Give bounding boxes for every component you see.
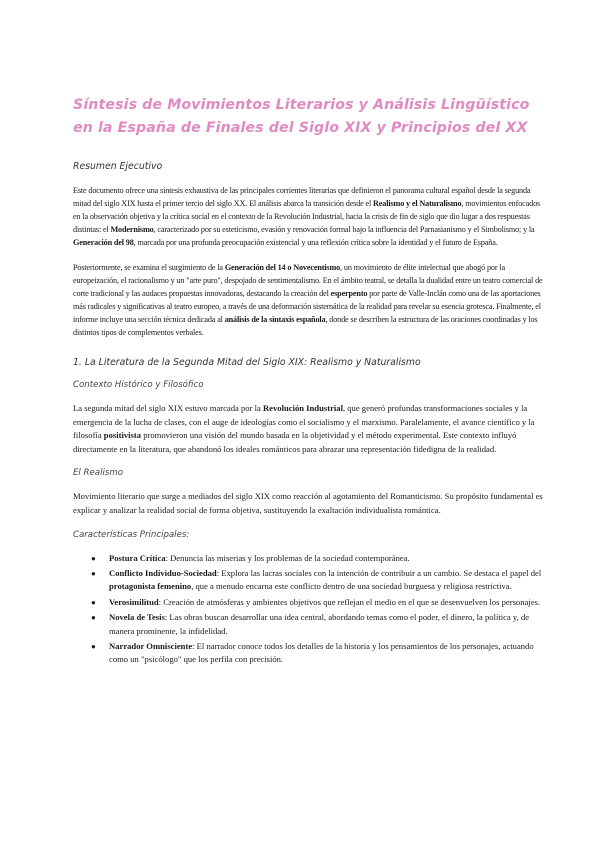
realism-paragraph: Movimiento literario que surge a mediados del siglo XIX como reacción al agotamiento del Romanticismo. Su propósito fundamental es explicar y analizar la realidad social de forma objetiva, sustituyendo la exaltación individualista romántica. xyxy=(73,491,543,515)
bold-term: Narrador Omnisciente xyxy=(109,641,193,651)
features-heading: Características Principales: xyxy=(73,529,190,540)
bold-term: Realismo y el Naturalismo xyxy=(373,199,462,208)
text-run: , caracterizado por su esteticismo, evasión y renovación formal bajo la influencia del Parnasianismo y el Simbolismo; y la xyxy=(153,225,535,234)
context-paragraph xyxy=(73,402,548,456)
bullet-icon: ● xyxy=(91,613,96,623)
text-run: Posteriormente, se examina el surgimiento de la xyxy=(73,263,225,272)
text-run: La segunda mitad del siglo XIX estuvo marcada por la xyxy=(73,403,263,413)
list-item xyxy=(91,611,548,638)
text-run: : Denuncia las miserias y los problemas de la sociedad contemporánea. xyxy=(165,552,410,563)
bullet-icon: ● xyxy=(91,642,96,651)
text-run: por parte de Valle-Inclán como una de las aportaciones más radicales y significativas al teatro europeo, a través de una deformación sistemática de la realidad para revelar su esencia grotesca. Finalmente, el informe incluye una sección técnica dedicada al xyxy=(73,289,541,324)
bold-term: Postura Crítica xyxy=(109,552,166,563)
list-item xyxy=(91,567,548,594)
bold-term: Generación del 98 xyxy=(73,238,134,247)
executive-summary-heading: Resumen Ejecutivo xyxy=(73,161,163,172)
bold-term: Revolución Industrial xyxy=(262,403,343,413)
bold-term: análisis de la sintaxis española xyxy=(224,315,326,324)
realism-heading: El Realismo xyxy=(73,468,123,479)
document-title: Síntesis de Movimientos Literarios y Análisis Lingüístico en la España de Finales del Siglo XIX y Principios del XX xyxy=(73,97,530,136)
text-run: , marcada por una profunda preocupación existencial y una reflexión crítica sobre la identidad y el futuro de España. xyxy=(133,238,498,247)
text-run: , un movimiento de élite intelectual que abogó por la europeización, el racionalismo y un "arte puro", despojado de sentimentalismo. En el ámbito teatral, se detalla la dualidad entre un teatro comercial de corte tradicional y las audaces propuestas innovadoras, destacando la creación del xyxy=(73,263,543,298)
context-heading: Contexto Histórico y Filosófico xyxy=(73,380,204,390)
text-run: , que generó profundas transformaciones sociales y la emergencia de la lucha de clases, con el auge de ideologías como el socialismo y el marxismo. Paralelamente, el avance científico y la filosofía xyxy=(73,403,535,441)
bullet-icon: ● xyxy=(91,553,96,563)
list-item xyxy=(91,552,548,565)
text-run: Este documento ofrece una síntesis exhaustiva de las principales corrientes literarias que definieron el panorama cultural español desde la segunda mitad del siglo XIX hasta el primer tercio del siglo XX. El análisis abarca la transición desde el xyxy=(73,186,531,208)
text-run: : Las obras buscan desarrollar una idea central, abordando temas como el poder, el dinero, la política y, de manera prominente, la infidelidad. xyxy=(109,612,530,636)
list-item xyxy=(91,640,548,667)
text-run: , movimientos enfocados en la observación objetiva y la crítica social en el contexto de la Revolución Industrial, hacia la crisis de fin de siglo que dio lugar a dos respuestas distintas: el xyxy=(73,199,541,234)
bold-term: protagonista femenino xyxy=(109,581,192,592)
text-run: promovieron una visión del mundo basada en la objetividad y el método experimental. Este contexto influyó directamente en la literatura, que abandonó los ideales románticos para abrazar una representación fidedigna de la realidad. xyxy=(73,430,517,454)
bold-term: Verosimilitud xyxy=(109,596,159,607)
text-run: , que a menudo encarna este conflicto dentro de una sociedad burguesa y religiosa restrictiva. xyxy=(191,581,512,592)
features-list xyxy=(73,552,548,667)
text-run: : Explora las lacras sociales con la intención de contribuir a un cambio. Se destaca el papel del xyxy=(216,567,542,578)
bullet-icon: ● xyxy=(91,568,96,578)
bold-term: Generación del 14 o Novecentismo xyxy=(224,263,341,272)
text-run: : El narrador conoce todos los detalles de la historia y los pensamientos de los personajes, actuando como un "psicólogo" que los perfila con precisión. xyxy=(109,641,534,665)
bold-term: Modernismo xyxy=(110,225,154,234)
bold-term: esperpento xyxy=(330,289,368,298)
bullet-icon: ● xyxy=(91,597,96,607)
text-run: : Creación de atmósferas y ambientes objetivos que reflejan el medio en el que se desenvuelven los personajes. xyxy=(158,596,541,607)
text-run: , donde se describen la estructura de las oraciones coordinadas y los distintos tipos de complementos verbales. xyxy=(73,315,538,337)
section-1-heading: 1. La Literatura de la Segunda Mitad del Siglo XIX: Realismo y Naturalismo xyxy=(73,357,421,368)
bold-term: Conflicto Individuo-Sociedad xyxy=(109,567,217,578)
bold-term: Novela de Tesis xyxy=(109,612,165,623)
bold-term: positivista xyxy=(103,430,142,441)
executive-summary-paragraph-1 xyxy=(73,184,548,249)
executive-summary-paragraph-2 xyxy=(73,261,548,339)
list-item xyxy=(91,596,548,609)
